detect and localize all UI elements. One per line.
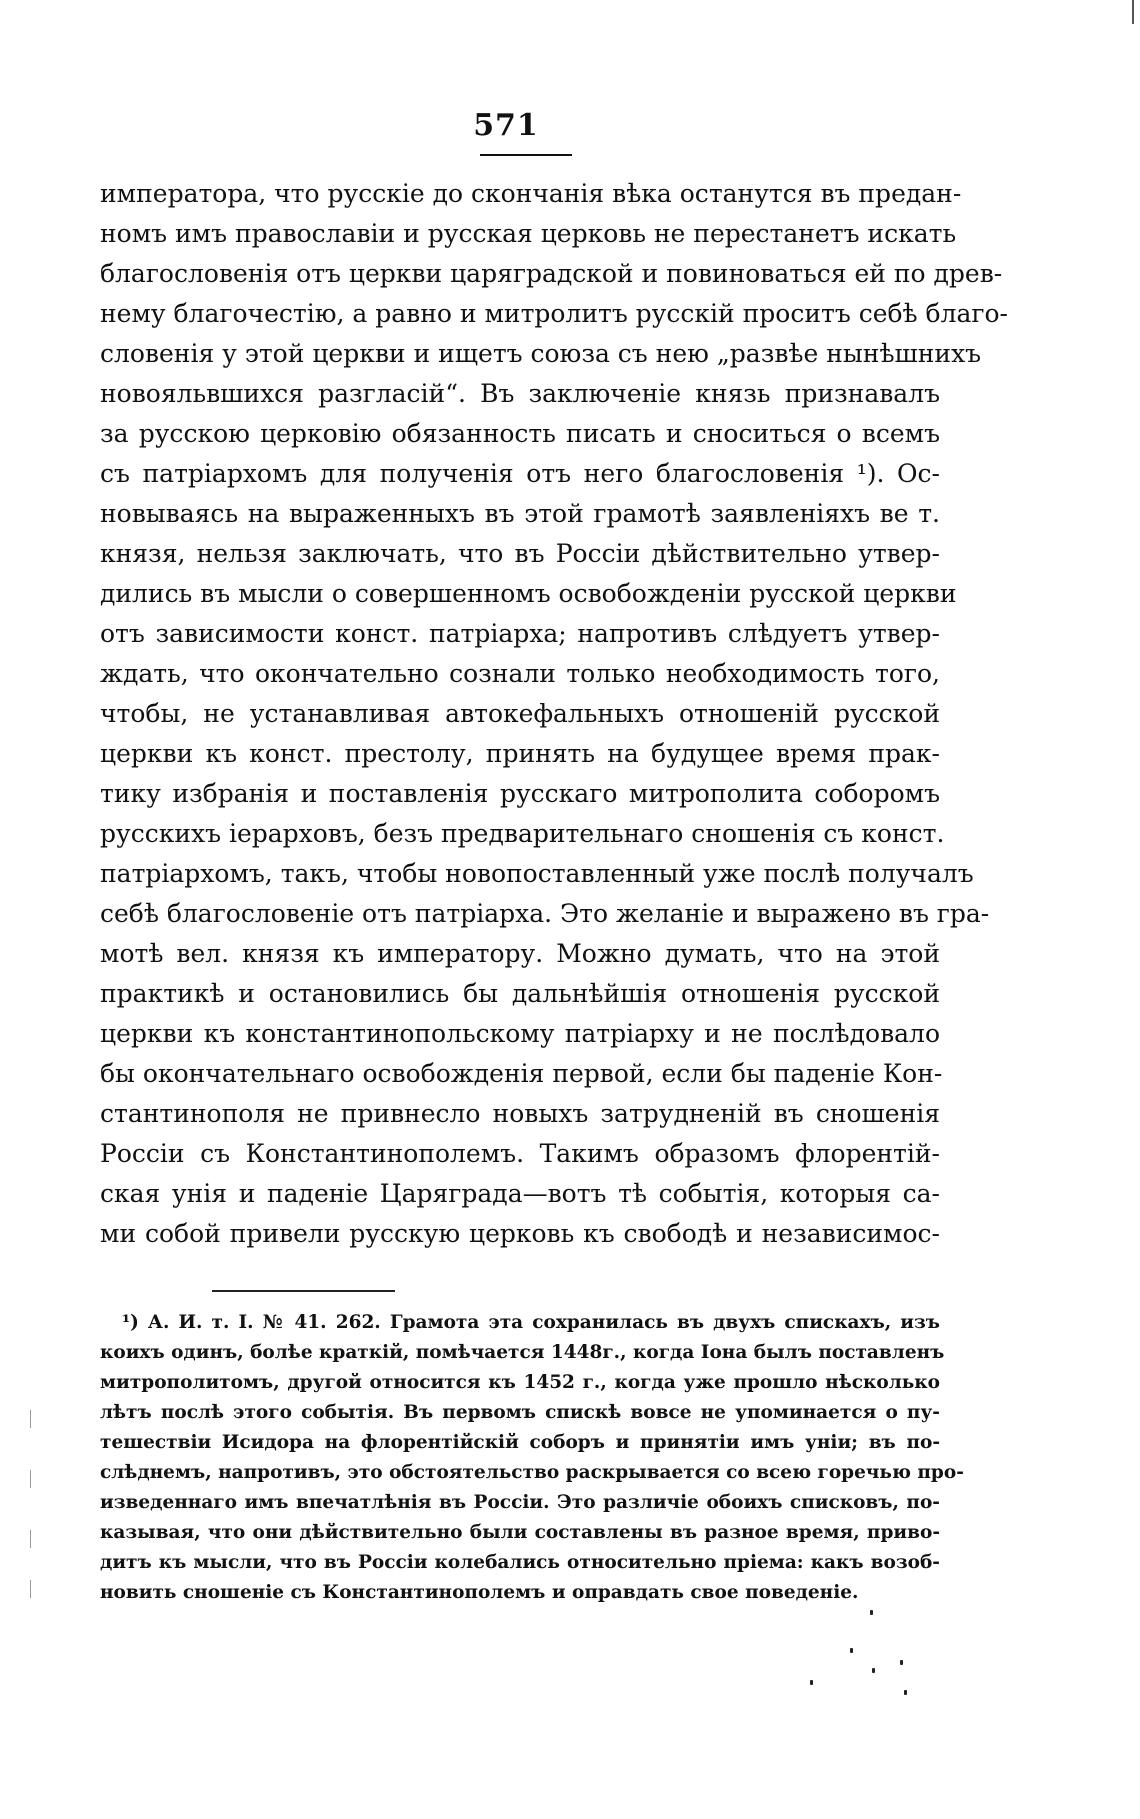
main-text-line: мотѣ вел. князя къ императору. Можно думать, что на этой xyxy=(100,939,940,968)
main-text-line: ждать, что окончательно сознали только необходимость того, xyxy=(100,659,940,688)
margin-mark xyxy=(30,1580,31,1598)
scan-edge-mark xyxy=(1132,0,1134,24)
margin-mark xyxy=(30,1410,31,1428)
main-text-line: бы окончательнаго освобожденія первой, если бы паденіе Кон- xyxy=(100,1059,943,1088)
footnote-block xyxy=(100,1308,964,1608)
main-text-line: Россіи съ Константинополемъ. Такимъ образомъ флорентій- xyxy=(100,1139,940,1168)
scan-speck xyxy=(900,1660,903,1665)
footnote-line: новить сношеніе съ Константинополемъ и оправдать свое поведеніе. xyxy=(100,1582,859,1603)
footnote-line: ¹) А. И. т. I. № 41. 262. Грамота эта сохранилась въ двухъ спискахъ, изъ xyxy=(122,1312,940,1333)
footnote-line: тешествіи Исидора на флорентійскій соборъ и принятіи имъ уніи; въ по- xyxy=(100,1432,940,1453)
scan-speck xyxy=(810,1680,813,1685)
main-text-line: номъ имъ православіи и русская церковь не перестанетъ искать xyxy=(100,219,957,248)
footnote-line: лѣтъ послѣ этого событія. Въ первомъ спискѣ вовсе не упоминается о пу- xyxy=(100,1402,940,1423)
footnote-separator xyxy=(212,1290,395,1292)
main-text-block xyxy=(100,174,1008,1254)
footnote-line: слѣднемъ, напротивъ, это обстоятельство раскрывается со всею горечью про- xyxy=(100,1462,964,1483)
main-text-line: новываясь на выраженныхъ въ этой грамотѣ заявленіяхъ ве т. xyxy=(100,499,940,528)
scan-speck xyxy=(904,1690,907,1695)
main-text-line: новояльвшихся разгласій“. Въ заключеніе князь признавалъ xyxy=(100,379,940,408)
main-text-line: стантинополя не привнесло новыхъ затрудненій въ сношенія xyxy=(100,1099,940,1128)
scan-speck xyxy=(870,1610,873,1615)
main-text-line: отъ зависимости конст. патріарха; напротивъ слѣдуетъ утвер- xyxy=(100,619,940,648)
main-text-line: дились въ мысли о совершенномъ освобожденіи русской церкви xyxy=(100,579,957,608)
footnote-line: казывая, что они дѣйствительно были составлены въ разное время, приво- xyxy=(100,1522,940,1543)
main-text-line: ми собой привели русскую церковь къ свободѣ и независимос- xyxy=(100,1219,940,1248)
main-text-line: церкви къ конст. престолу, принять на будущее время прак- xyxy=(100,739,940,768)
main-text-line: императора, что русскіе до скончанія вѣка останутся въ предан- xyxy=(100,179,962,208)
main-text-line: благословенія отъ церкви царяградской и повиноваться ей по древ- xyxy=(100,259,1003,288)
footnote-line: коихъ одинъ, болѣе краткій, помѣчается 1448г., когда Іона былъ поставленъ xyxy=(100,1342,945,1363)
main-text-line: словенія у этой церкви и ищетъ союза съ нею „развѣе нынѣшнихъ xyxy=(100,339,982,368)
footnote-line: митрополитомъ, другой относится къ 1452 г., когда уже прошло нѣсколько xyxy=(100,1372,940,1393)
main-text-line: практикѣ и остановились бы дальнѣйшія отношенія русской xyxy=(100,979,940,1008)
main-text-line: ская унія и паденіе Царяграда—вотъ тѣ событія, которыя са- xyxy=(100,1179,940,1208)
scan-speck xyxy=(850,1648,853,1653)
main-text-line: патріархомъ, такъ, чтобы новопоставленный уже послѣ получалъ xyxy=(100,859,974,888)
main-text-line: съ патріархомъ для полученія отъ него благословенія ¹). Ос- xyxy=(100,459,940,488)
page-number: 571 xyxy=(473,108,539,143)
main-text-line: себѣ благословеніе отъ патріарха. Это желаніе и выражено въ гра- xyxy=(100,899,990,928)
main-text-line: за русскою церковію обязанность писать и сноситься о всемъ xyxy=(100,419,940,448)
margin-mark xyxy=(30,1530,31,1548)
main-text-line: церкви къ константинопольскому патріарху и не послѣдовало xyxy=(100,1019,940,1048)
main-text-line: нему благочестію, а равно и митролитъ русскій проситъ себѣ благо- xyxy=(100,299,1008,328)
scan-speck xyxy=(872,1668,875,1673)
footnote-line: дитъ къ мысли, что въ Россіи колебались относительно пріема: какъ возоб- xyxy=(100,1552,940,1573)
main-text-line: русскихъ іерарховъ, безъ предварительнаго сношенія съ конст. xyxy=(100,819,945,848)
footnote-line: изведеннаго имъ впечатлѣнія въ Россіи. Это различіе обоихъ списковъ, по- xyxy=(100,1492,940,1513)
main-text-line: князя, нельзя заключать, что въ Россіи дѣйствительно утвер- xyxy=(100,539,940,568)
margin-mark xyxy=(30,1470,31,1488)
main-text-line: чтобы, не устанавливая автокефальныхъ отношеній русской xyxy=(100,699,940,728)
main-text-line: тику избранія и поставленія русскаго митрополита соборомъ xyxy=(100,779,940,808)
page-number-underline xyxy=(480,154,572,156)
